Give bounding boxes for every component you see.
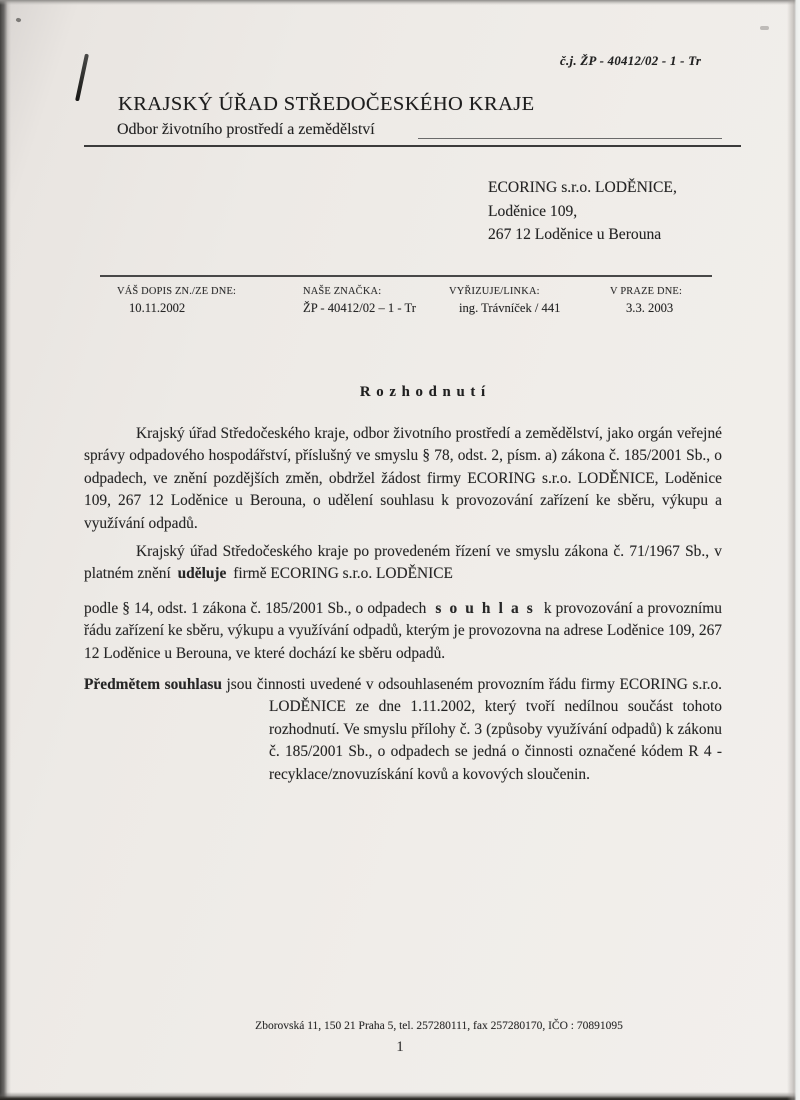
paragraph-consent-text-1: podle § 14, odst. 1 zákona č. 185/2001 Sb., o odpadech (84, 599, 427, 617)
paragraph-intro: Krajský úřad Středočeského kraje, odbor životního prostředí a zemědělství, jako orgán veřejné správy odpadového hospodářství, příslušný ve smyslu § 78, odst. 2, písm. a) zákona č. 185/2001 Sb., o odpadech, ve znění pozdějších změn, obdržel žádost firmy ECORING s.r.o. LODĚNICE, Loděnice 109, 267 12 Loděnice u Berouna, o udělení souhlasu k provozování zařízení ke sběru, výkupu a využívání odpadů. (84, 425, 722, 532)
reference-value: ing. Trávníček / 441 (459, 301, 561, 315)
reference-value: 10.11.2002 (129, 301, 186, 315)
reference-column-date (610, 286, 682, 316)
scan-edge-bottom (0, 1092, 800, 1100)
office-name: KRAJSKÝ ÚŘAD STŘEDOČESKÉHO KRAJE (118, 93, 535, 115)
addressee-street: Loděnice 109, (488, 202, 578, 220)
reference-column-our-ref (303, 286, 416, 316)
reference-column-your-letter (117, 286, 236, 316)
document-body (84, 423, 722, 786)
paragraph-grant-text-2: firmě ECORING s.r.o. LODĚNICE (233, 565, 453, 583)
paragraph-consent-text-2: k provozování a provoznímu řádu zařízení ke sběru, výkupu a využívání odpadů, kterým je provozovna na adrese Loděnice 109, 267 12 Loděnice u Berouna, ve které dochází ke sběru odpadů. (84, 599, 722, 662)
ink-stroke-artifact (75, 54, 89, 102)
paragraph-subject-text: jsou činnosti uvedené v odsouhlaseném provozním řádu firmy ECORING s.r.o. LODĚNICE ze dne 1.11.2002, který tvoří nedílnou součást tohoto rozhodnutí. Ve smyslu přílohy č. 3 (způsoby využívání odpadů) k zákonu č. 185/2001 Sb., o odpadech se jedná o činnosti označené kódem R 4 - recyklace/znovuzískání kovů a kovových sloučenin. (226, 676, 722, 783)
paragraph-consent (84, 598, 722, 665)
reference-column-handled-by (449, 286, 560, 316)
addressee-name: ECORING s.r.o. LODĚNICE, (488, 179, 677, 196)
department-name: Odbor životního prostředí a zemědělství (117, 121, 375, 138)
scan-edge-top (0, 0, 800, 5)
reference-block-rule (100, 275, 712, 277)
letterhead-rule-thick (84, 145, 741, 147)
scan-edge-right (787, 0, 800, 1100)
paragraph-grant-bold: uděluje (177, 565, 227, 583)
reference-value: ŽP - 40412/02 – 1 - Tr (303, 301, 416, 315)
paragraph-grant (84, 541, 722, 586)
reference-label: VYŘIZUJE/LINKA: (449, 286, 540, 297)
paragraph-subject-lead: Předmětem souhlasu (84, 676, 222, 694)
file-reference-number: č.j. ŽP - 40412/02 - 1 - Tr (560, 54, 702, 68)
page-number: 1 (396, 1039, 404, 1055)
paragraph-consent-bold: s o u h l a s (435, 599, 535, 617)
office-address-line: Zborovská 11, 150 21 Praha 5, tel. 257280111, fax 257280170, IČO : 70891095 (255, 1020, 623, 1032)
reference-label: V PRAZE DNE: (610, 286, 683, 297)
addressee-city: 267 12 Loděnice u Berouna (488, 226, 662, 243)
addressee-block (488, 176, 677, 247)
scan-edge-left (0, 0, 11, 1100)
reference-label: NAŠE ZNAČKA: (303, 286, 382, 297)
decision-title: R o z h o d n u t í (359, 384, 487, 400)
reference-value: 3.3. 2003 (626, 301, 674, 315)
faint-mark-artifact (760, 26, 769, 30)
paragraph-subject (84, 674, 722, 786)
paragraph-grant-text-1: Krajský úřad Středočeského kraje po provedeném řízení ve smyslu zákona č. 71/1967 Sb., v platném znění (84, 543, 722, 583)
letterhead-rule-thin (418, 138, 722, 139)
reference-label: VÁŠ DOPIS ZN./ZE DNE: (117, 286, 237, 297)
dust-speck-artifact (15, 17, 21, 23)
